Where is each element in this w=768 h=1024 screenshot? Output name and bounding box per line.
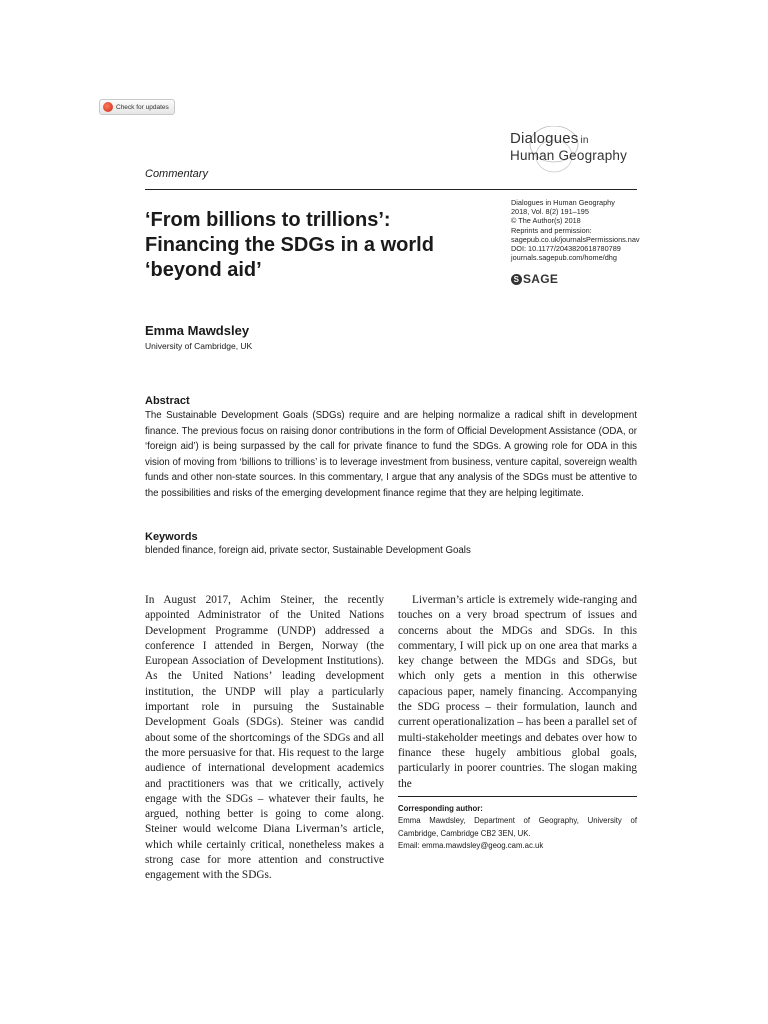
correspondence-divider: [398, 796, 637, 797]
article-title: ‘From billions to trillions’: Financing the SDGs in a world ‘beyond aid’: [145, 209, 434, 281]
check-for-updates-button[interactable]: [99, 99, 175, 115]
publication-meta: [511, 198, 651, 262]
author-name: Emma Mawdsley: [145, 323, 250, 338]
publisher-name: SAGE: [523, 272, 559, 286]
correspondence-heading: Corresponding author:: [398, 804, 483, 813]
meta-line: Dialogues in Human Geography: [511, 198, 615, 207]
section-label: Commentary: [145, 168, 208, 180]
author-affiliation: University of Cambridge, UK: [145, 341, 253, 351]
journal-logo-line2: Human Geography: [510, 148, 628, 163]
header-divider: [145, 189, 637, 190]
abstract-text: The Sustainable Development Goals (SDGs) require and are helping normalize a radical shift in development finance. The previous focus on raising donor contributions in the form of Official Development Assistance (ODA, or ‘foreign aid’) is being surpassed by the call for private finance to fund the SDGs. A growing role for ODA in this vision of moving from ‘billions to trillions’ is to leverage investment from business, venture capital, sovereign wealth funds and other non-state sources. In this commentary, I argue that any analysis of the SDGs must be attentive to the possibilities and risks of the emerging development finance regime that they are helping legitimate.: [145, 410, 637, 499]
correspondence-address: Emma Mawdsley, Department of Geography, University of Cambridge, Cambridge CB2 3EN, UK.: [398, 816, 637, 838]
meta-doi-link[interactable]: DOI: 10.1177/2043820618780789: [511, 244, 621, 254]
abstract-heading: Abstract: [145, 395, 190, 407]
meta-line: Reprints and permission:: [511, 225, 592, 235]
journal-logo-line1: Dialogues in: [510, 130, 589, 147]
crossmark-icon: [103, 102, 113, 112]
correspondence-email[interactable]: Email: emma.mawdsley@geog.cam.ac.uk: [398, 840, 544, 850]
body-column-right: Liverman’s article is extremely wide-ranging and touches on a very broad spectrum of issues and concerns about the MDGs and SDGs. In this commentary, I will pick up on one area that marks a key change between the MDGs and SDGs, but which only gets a mention in this otherwise capacious paper, namely financing. Accompanying the SDG process – their formulation, launch and current operationalization – has been a parallel set of multi-stakeholder meetings and debates over how to finance these hugely ambitious global goals, particularly in poorer countries. The slogan making the: [398, 594, 638, 790]
meta-line: 2018, Vol. 8(2) 191–195: [511, 207, 589, 217]
meta-permissions-link[interactable]: sagepub.co.uk/journalsPermissions.nav: [511, 234, 640, 244]
publisher-logo: [511, 272, 558, 286]
journal-logo: [502, 126, 632, 182]
sage-icon: S: [511, 274, 522, 285]
keywords-text: blended finance, foreign aid, private sector, Sustainable Development Goals: [145, 545, 471, 556]
body-column-left: In August 2017, Achim Steiner, the recently appointed Administrator of the United Nations Development Programme (UNDP) addressed a conference I attended in Bergen, Norway (the European Association of Development Institutions). As the United Nations’ leading development institution, the UNDP will play a particularly important role in pursuing the Sustainable Development Goals (SDGs). Steiner was candid about some of the shortcomings of the SDGs and all the more persuasive for that. His request to the large audience of international development academics and practitioners was that we critically, actively engage with the SDGs – whatever their faults, he argued, nothing better is going to come along. Steiner would welcome Diana Liverman’s article, which while certainly critical, nonetheless makes a strong case for more attention and constructive engagement with the SDGs.: [145, 594, 384, 882]
keywords-heading: Keywords: [145, 531, 198, 543]
meta-journal-link[interactable]: journals.sagepub.com/home/dhg: [511, 253, 617, 263]
correspondence-block: [398, 803, 637, 852]
check-for-updates-label: Check for updates: [116, 103, 169, 111]
meta-line: © The Author(s) 2018: [511, 216, 581, 226]
